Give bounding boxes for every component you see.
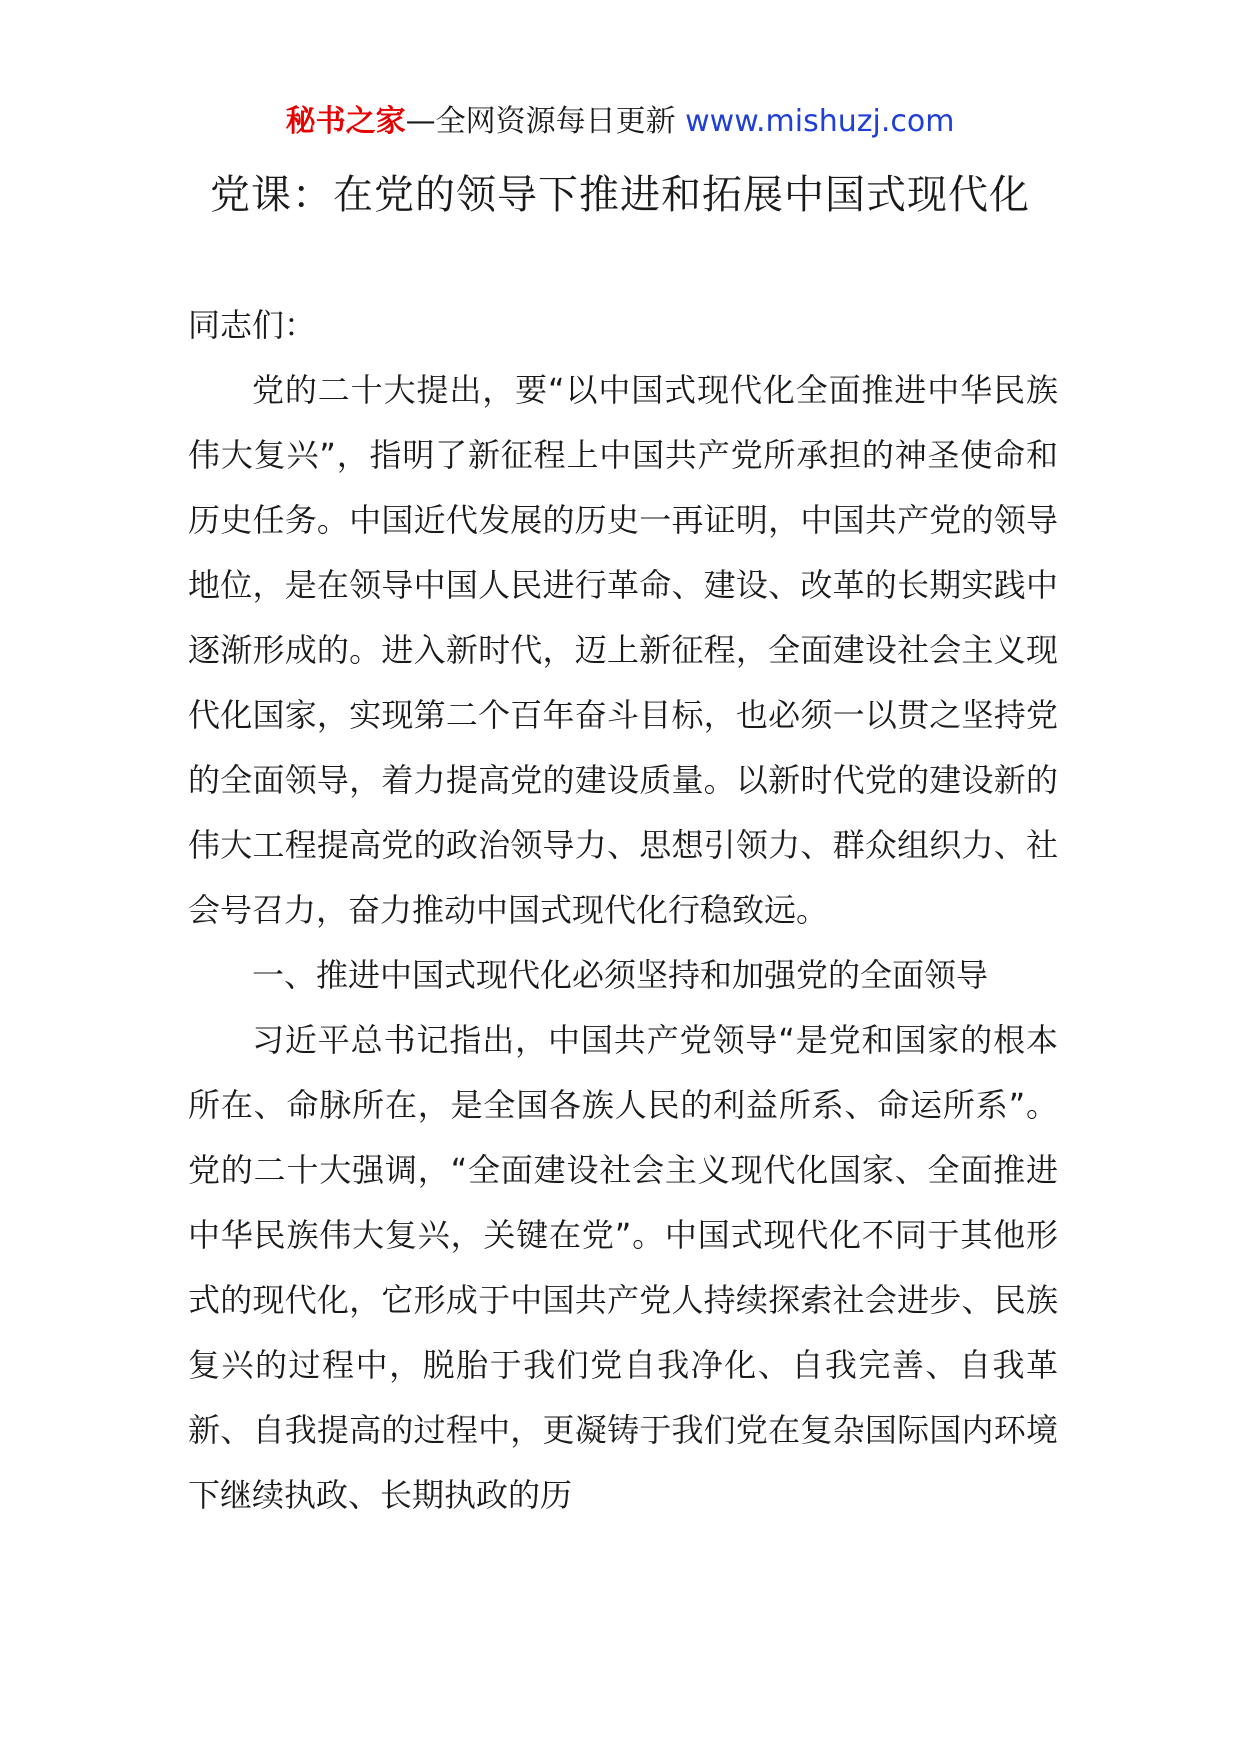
document-title: 党课：在党的领导下推进和拓展中国式现代化 (210, 172, 1030, 218)
brand-name: 秘书之家 (285, 104, 406, 139)
salutation: 同志们： (188, 306, 317, 344)
paragraph-intro: 党的二十大提出，要“以中国式现代化全面推进中华民族伟大复兴”，指明了新征程上中国共产党所承担的神圣使命和历史任务。中国近代发展的历史一再证明，中国共产党的领导地位，是在领导中国人民进行革命、建设、改革的长期实践中逐渐形成的。进入新时代，迈上新征程，全面建设社会主义现代化国家，实现第二个百年奋斗目标，也必须一以贯之坚持党的全面领导，着力提高党的建设质量。以新时代党的建设新的伟大工程提高党的政治领导力、思想引领力、群众组织力、社会号召力，奋力推动中国式现代化行稳致远。 (188, 371, 1058, 929)
site-url-link[interactable]: www.mishuzj.com (685, 104, 955, 139)
document-body (188, 293, 1058, 1528)
site-tagline: —全网资源每日更新 (405, 104, 686, 139)
section-heading-1: 一、推进中国式现代化必须坚持和加强党的全面领导 (252, 956, 989, 994)
paragraph-section-1: 习近平总书记指出，中国共产党领导“是党和国家的根本所在、命脉所在，是全国各族人民的利益所系、命运所系”。党的二十大强调，“全面建设社会主义现代化国家、全面推进中华民族伟大复兴，关键在党”。中国式现代化不同于其他形式的现代化，它形成于中国共产党人持续探索社会进步、民族复兴的过程中，脱胎于我们党自我净化、自我完善、自我革新、自我提高的过程中，更凝铸于我们党在复杂国际国内环境下继续执政、长期执政的历 (188, 1021, 1058, 1514)
site-header (0, 100, 1240, 144)
